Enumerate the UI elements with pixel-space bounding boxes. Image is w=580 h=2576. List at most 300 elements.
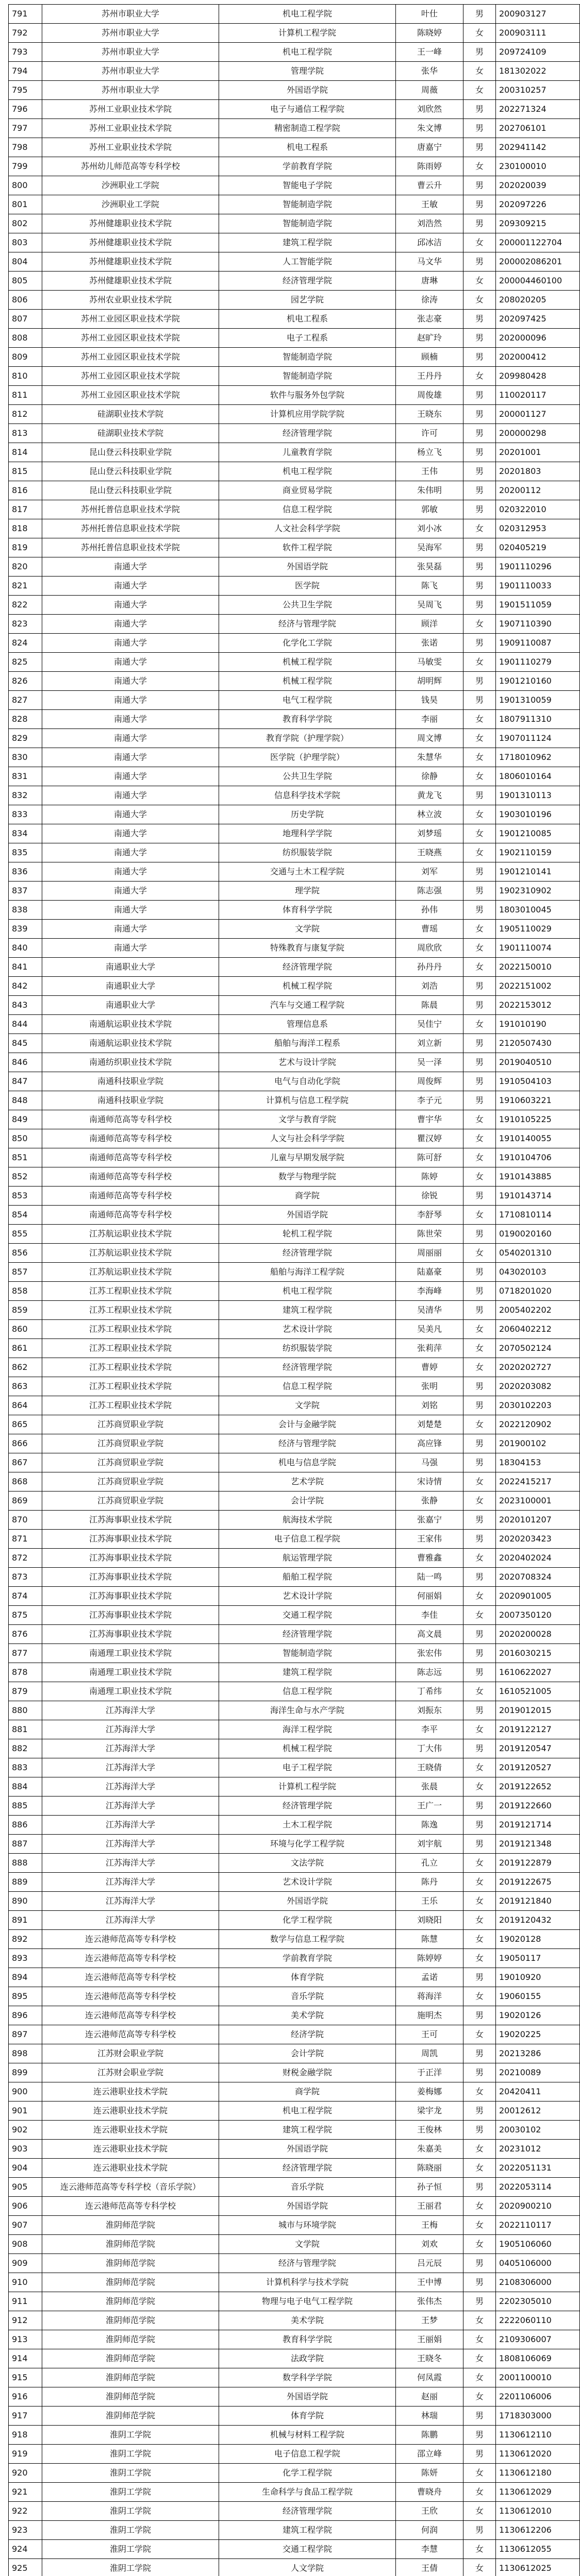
cell-name: 顾楠 bbox=[396, 348, 463, 367]
cell-gender: 男 bbox=[463, 2044, 496, 2063]
cell-name: 曹宇华 bbox=[396, 1110, 463, 1129]
cell-school: 江苏工程职业技术学院 bbox=[42, 1396, 219, 1415]
cell-name: 张诺 bbox=[396, 634, 463, 653]
cell-gender: 男 bbox=[463, 1663, 496, 1682]
cell-school: 苏州工业职业技术学院 bbox=[42, 119, 219, 138]
cell-gender: 男 bbox=[463, 2006, 496, 2025]
cell-no: 845 bbox=[9, 1034, 42, 1053]
cell-major: 文法学院 bbox=[219, 1854, 396, 1873]
cell-number: 200001127 bbox=[496, 405, 580, 424]
cell-name: 高应锋 bbox=[396, 1434, 463, 1453]
table-row bbox=[9, 1930, 580, 1949]
cell-major: 园艺学院 bbox=[219, 291, 396, 310]
cell-gender: 女 bbox=[463, 2216, 496, 2235]
cell-major: 法政学院 bbox=[219, 2349, 396, 2368]
cell-name: 何丽娟 bbox=[396, 1587, 463, 1606]
cell-gender: 男 bbox=[463, 119, 496, 138]
cell-major: 计算机应用学院学院 bbox=[219, 405, 396, 424]
table-row bbox=[9, 1682, 580, 1701]
table-row bbox=[9, 233, 580, 252]
cell-gender: 女 bbox=[463, 2349, 496, 2368]
table-row bbox=[9, 2082, 580, 2102]
table-row bbox=[9, 1530, 580, 1549]
cell-number: 110020117 bbox=[496, 386, 580, 405]
cell-major: 机电工程系 bbox=[219, 138, 396, 157]
cell-no: 847 bbox=[9, 1072, 42, 1091]
table-row bbox=[9, 1263, 580, 1282]
cell-school: 淮阴师范学院 bbox=[42, 2368, 219, 2387]
cell-school: 江苏工程职业技术学院 bbox=[42, 1339, 219, 1358]
table-row bbox=[9, 672, 580, 691]
cell-name: 陈晓丽 bbox=[396, 2159, 463, 2178]
cell-no: 808 bbox=[9, 329, 42, 348]
cell-name: 何润 bbox=[396, 2521, 463, 2540]
cell-name: 王梦 bbox=[396, 2311, 463, 2330]
cell-major: 信息科学技术学院 bbox=[219, 786, 396, 805]
cell-gender: 男 bbox=[463, 1701, 496, 1720]
cell-name: 张嘉宁 bbox=[396, 1511, 463, 1530]
cell-gender: 男 bbox=[463, 1187, 496, 1206]
cell-school: 苏州托普信息职业技术学院 bbox=[42, 519, 219, 538]
cell-gender: 男 bbox=[463, 1511, 496, 1530]
cell-gender: 男 bbox=[463, 1282, 496, 1301]
cell-no: 925 bbox=[9, 2559, 42, 2576]
cell-school: 南通大学 bbox=[42, 805, 219, 824]
cell-name: 刘立新 bbox=[396, 1034, 463, 1053]
cell-number: 2001100010 bbox=[496, 2368, 580, 2387]
cell-no: 842 bbox=[9, 977, 42, 996]
cell-name: 王敏 bbox=[396, 195, 463, 214]
table-row bbox=[9, 1187, 580, 1206]
table-row bbox=[9, 2178, 580, 2197]
cell-school: 淮阴师范学院 bbox=[42, 2387, 219, 2406]
cell-gender: 女 bbox=[463, 1492, 496, 1511]
cell-number: 0718201020 bbox=[496, 1282, 580, 1301]
cell-no: 919 bbox=[9, 2445, 42, 2464]
cell-number: 202000412 bbox=[496, 348, 580, 367]
cell-name: 曹云升 bbox=[396, 176, 463, 195]
cell-major: 计算机工程学院 bbox=[219, 24, 396, 43]
cell-major: 纺织服装学院 bbox=[219, 843, 396, 862]
cell-no: 809 bbox=[9, 348, 42, 367]
cell-major: 艺术设计学院 bbox=[219, 1320, 396, 1339]
cell-no: 824 bbox=[9, 634, 42, 653]
cell-school: 江苏商贸职业学院 bbox=[42, 1453, 219, 1472]
cell-major: 管理信息系 bbox=[219, 1015, 396, 1034]
cell-number: 2022053114 bbox=[496, 2178, 580, 2197]
roster-table-body bbox=[9, 5, 580, 2576]
cell-no: 815 bbox=[9, 462, 42, 481]
cell-gender: 男 bbox=[463, 1816, 496, 1835]
table-row bbox=[9, 1701, 580, 1720]
cell-school: 苏州幼儿师范高等专科学校 bbox=[42, 157, 219, 176]
cell-major: 会计学院 bbox=[219, 2044, 396, 2063]
cell-number: 2005402202 bbox=[496, 1301, 580, 1320]
cell-number: 2030102203 bbox=[496, 1396, 580, 1415]
cell-number: 20213286 bbox=[496, 2044, 580, 2063]
cell-major: 艺术设计学院 bbox=[219, 1873, 396, 1892]
cell-number: 2019120432 bbox=[496, 1911, 580, 1930]
cell-gender: 男 bbox=[463, 1377, 496, 1396]
cell-name: 王俊林 bbox=[396, 2121, 463, 2140]
cell-major: 地理科学学院 bbox=[219, 824, 396, 843]
cell-number: 2022120902 bbox=[496, 1415, 580, 1434]
cell-school: 南通理工职业技术学院 bbox=[42, 1663, 219, 1682]
cell-gender: 男 bbox=[463, 138, 496, 157]
cell-no: 821 bbox=[9, 577, 42, 596]
cell-school: 南通师范高等专科学校 bbox=[42, 1206, 219, 1225]
cell-gender: 女 bbox=[463, 1206, 496, 1225]
cell-number: 181302022 bbox=[496, 62, 580, 81]
cell-no: 879 bbox=[9, 1682, 42, 1701]
table-row bbox=[9, 1625, 580, 1644]
cell-name: 徐涛 bbox=[396, 291, 463, 310]
cell-gender: 女 bbox=[463, 1320, 496, 1339]
cell-school: 苏州工业园区职业技术学院 bbox=[42, 367, 219, 386]
cell-no: 827 bbox=[9, 691, 42, 710]
cell-major: 经济管理学院 bbox=[219, 1244, 396, 1263]
cell-school: 连云港师范高等专科学校（音乐学院） bbox=[42, 2178, 219, 2197]
cell-gender: 女 bbox=[463, 2502, 496, 2521]
cell-number: 1902310902 bbox=[496, 882, 580, 901]
cell-school: 南通航运职业技术学院 bbox=[42, 1015, 219, 1034]
cell-no: 865 bbox=[9, 1415, 42, 1434]
cell-school: 南通大学 bbox=[42, 672, 219, 691]
cell-number: 1130612010 bbox=[496, 2502, 580, 2521]
cell-major: 纺织服装学院 bbox=[219, 1339, 396, 1358]
cell-gender: 男 bbox=[463, 2445, 496, 2464]
cell-major: 数学与物理学院 bbox=[219, 1167, 396, 1187]
cell-major: 文学与教育学院 bbox=[219, 1110, 396, 1129]
cell-school: 南通大学 bbox=[42, 862, 219, 882]
cell-no: 854 bbox=[9, 1206, 42, 1225]
table-row bbox=[9, 405, 580, 424]
cell-major: 外国语学院 bbox=[219, 2197, 396, 2216]
cell-major: 经济管理学院 bbox=[219, 1797, 396, 1816]
table-row bbox=[9, 367, 580, 386]
table-row bbox=[9, 958, 580, 977]
table-row bbox=[9, 767, 580, 786]
cell-name: 王广一 bbox=[396, 1797, 463, 1816]
cell-gender: 男 bbox=[463, 862, 496, 882]
cell-gender: 男 bbox=[463, 1835, 496, 1854]
cell-name: 马敏雯 bbox=[396, 653, 463, 672]
cell-no: 880 bbox=[9, 1701, 42, 1720]
cell-number: 202097425 bbox=[496, 310, 580, 329]
table-row bbox=[9, 939, 580, 958]
cell-number: 1901110296 bbox=[496, 557, 580, 577]
cell-school: 南通大学 bbox=[42, 596, 219, 615]
cell-name: 朱伟明 bbox=[396, 481, 463, 500]
cell-gender: 男 bbox=[463, 195, 496, 214]
cell-number: 2022150010 bbox=[496, 958, 580, 977]
cell-school: 南通大学 bbox=[42, 786, 219, 805]
cell-number: 020322010 bbox=[496, 500, 580, 519]
cell-number: 19050117 bbox=[496, 1949, 580, 1968]
table-row bbox=[9, 1072, 580, 1091]
cell-school: 淮阴师范学院 bbox=[42, 2292, 219, 2311]
table-row bbox=[9, 1110, 580, 1129]
cell-gender: 女 bbox=[463, 2368, 496, 2387]
cell-gender: 男 bbox=[463, 2102, 496, 2121]
cell-name: 吴佳宁 bbox=[396, 1015, 463, 1034]
cell-gender: 男 bbox=[463, 691, 496, 710]
cell-name: 陈慧 bbox=[396, 1930, 463, 1949]
cell-name: 孙伟 bbox=[396, 901, 463, 920]
table-row bbox=[9, 1225, 580, 1244]
cell-school: 江苏财会职业学院 bbox=[42, 2044, 219, 2063]
cell-number: 1901310059 bbox=[496, 691, 580, 710]
cell-school: 江苏海洋大学 bbox=[42, 1835, 219, 1854]
table-row bbox=[9, 557, 580, 577]
cell-no: 887 bbox=[9, 1835, 42, 1854]
cell-name: 王晓燕 bbox=[396, 843, 463, 862]
cell-no: 905 bbox=[9, 2178, 42, 2197]
cell-major: 建筑工程学院 bbox=[219, 1301, 396, 1320]
cell-name: 张伟杰 bbox=[396, 2292, 463, 2311]
table-row bbox=[9, 2197, 580, 2216]
cell-gender: 男 bbox=[463, 386, 496, 405]
cell-no: 817 bbox=[9, 500, 42, 519]
cell-number: 191010190 bbox=[496, 1015, 580, 1034]
cell-number: 1910143885 bbox=[496, 1167, 580, 1187]
cell-gender: 男 bbox=[463, 1453, 496, 1472]
cell-school: 江苏海洋大学 bbox=[42, 1892, 219, 1911]
cell-no: 856 bbox=[9, 1244, 42, 1263]
cell-school: 连云港职业技术学院 bbox=[42, 2082, 219, 2102]
cell-major: 电气工程学院 bbox=[219, 691, 396, 710]
cell-number: 2070502124 bbox=[496, 1339, 580, 1358]
cell-number: 2007350120 bbox=[496, 1606, 580, 1625]
cell-school: 南通大学 bbox=[42, 634, 219, 653]
cell-major: 电子与通信工程学院 bbox=[219, 100, 396, 119]
cell-number: 1910104706 bbox=[496, 1148, 580, 1167]
table-row bbox=[9, 2559, 580, 2576]
cell-name: 李丽 bbox=[396, 710, 463, 729]
cell-no: 853 bbox=[9, 1187, 42, 1206]
cell-name: 李平 bbox=[396, 1720, 463, 1739]
table-row bbox=[9, 634, 580, 653]
cell-name: 马文华 bbox=[396, 252, 463, 272]
cell-name: 王倩 bbox=[396, 2559, 463, 2576]
cell-gender: 女 bbox=[463, 81, 496, 100]
cell-major: 建筑工程学院 bbox=[219, 1663, 396, 1682]
cell-no: 896 bbox=[9, 2006, 42, 2025]
table-row bbox=[9, 462, 580, 481]
cell-gender: 女 bbox=[463, 367, 496, 386]
cell-school: 南通大学 bbox=[42, 824, 219, 843]
cell-school: 江苏商贸职业学院 bbox=[42, 1472, 219, 1492]
cell-major: 化学化工学院 bbox=[219, 634, 396, 653]
table-row bbox=[9, 1282, 580, 1301]
cell-number: 19060155 bbox=[496, 1987, 580, 2006]
cell-name: 陆嘉豪 bbox=[396, 1263, 463, 1282]
cell-major: 外国语学院 bbox=[219, 2387, 396, 2406]
cell-gender: 男 bbox=[463, 1396, 496, 1415]
cell-school: 淮阴工学院 bbox=[42, 2559, 219, 2576]
cell-major: 船舶工程学院 bbox=[219, 1568, 396, 1587]
cell-number: 1910140055 bbox=[496, 1129, 580, 1148]
cell-number: 209724109 bbox=[496, 43, 580, 62]
table-row bbox=[9, 5, 580, 24]
table-row bbox=[9, 1797, 580, 1816]
cell-name: 林立波 bbox=[396, 805, 463, 824]
cell-no: 914 bbox=[9, 2349, 42, 2368]
cell-name: 刘浩 bbox=[396, 977, 463, 996]
cell-school: 沙洲职业工学院 bbox=[42, 195, 219, 214]
cell-school: 江苏海事职业技术学院 bbox=[42, 1530, 219, 1549]
cell-school: 江苏海洋大学 bbox=[42, 1758, 219, 1777]
cell-school: 连云港师范高等专科学校 bbox=[42, 1987, 219, 2006]
cell-school: 苏州托普信息职业技术学院 bbox=[42, 538, 219, 557]
table-row bbox=[9, 348, 580, 367]
table-row bbox=[9, 2406, 580, 2426]
cell-name: 何凤霞 bbox=[396, 2368, 463, 2387]
cell-school: 苏州健雄职业技术学院 bbox=[42, 252, 219, 272]
cell-school: 淮阴工学院 bbox=[42, 2464, 219, 2483]
cell-name: 王丽娟 bbox=[396, 2330, 463, 2349]
table-row bbox=[9, 1949, 580, 1968]
cell-gender: 男 bbox=[463, 1644, 496, 1663]
table-row bbox=[9, 2540, 580, 2559]
cell-school: 苏州工业园区职业技术学院 bbox=[42, 348, 219, 367]
cell-major: 人文与社会科学学院 bbox=[219, 1129, 396, 1148]
cell-no: 829 bbox=[9, 729, 42, 748]
cell-no: 834 bbox=[9, 824, 42, 843]
cell-name: 张昊磊 bbox=[396, 557, 463, 577]
cell-gender: 女 bbox=[463, 843, 496, 862]
cell-name: 刘楚楚 bbox=[396, 1415, 463, 1434]
cell-name: 周丽丽 bbox=[396, 1244, 463, 1263]
table-row bbox=[9, 2235, 580, 2254]
cell-gender: 男 bbox=[463, 424, 496, 443]
cell-name: 刘欣然 bbox=[396, 100, 463, 119]
cell-major: 化学工程学院 bbox=[219, 2464, 396, 2483]
cell-no: 830 bbox=[9, 748, 42, 767]
table-row bbox=[9, 2254, 580, 2273]
table-row bbox=[9, 748, 580, 767]
cell-number: 20030102 bbox=[496, 2121, 580, 2140]
table-row bbox=[9, 1396, 580, 1415]
cell-gender: 男 bbox=[463, 977, 496, 996]
cell-gender: 男 bbox=[463, 1968, 496, 1987]
table-row bbox=[9, 500, 580, 519]
cell-no: 898 bbox=[9, 2044, 42, 2063]
cell-school: 江苏海洋大学 bbox=[42, 1739, 219, 1758]
cell-major: 机电工程学院 bbox=[219, 462, 396, 481]
cell-name: 张宏伟 bbox=[396, 1644, 463, 1663]
cell-gender: 女 bbox=[463, 2483, 496, 2502]
cell-name: 陈晨 bbox=[396, 996, 463, 1015]
cell-school: 南通大学 bbox=[42, 557, 219, 577]
cell-school: 苏州健雄职业技术学院 bbox=[42, 233, 219, 252]
cell-gender: 女 bbox=[463, 2540, 496, 2559]
cell-major: 机电工程学院 bbox=[219, 2102, 396, 2121]
table-row bbox=[9, 24, 580, 43]
cell-gender: 男 bbox=[463, 481, 496, 500]
cell-school: 淮阴工学院 bbox=[42, 2483, 219, 2502]
cell-no: 846 bbox=[9, 1053, 42, 1072]
cell-number: 230100010 bbox=[496, 157, 580, 176]
cell-name: 李子元 bbox=[396, 1091, 463, 1110]
cell-gender: 男 bbox=[463, 2273, 496, 2292]
cell-name: 王一峰 bbox=[396, 43, 463, 62]
cell-number: 020405219 bbox=[496, 538, 580, 557]
cell-no: 861 bbox=[9, 1339, 42, 1358]
cell-major: 生命科学与食品工程学院 bbox=[219, 2483, 396, 2502]
cell-major: 海洋生命与水产学院 bbox=[219, 1701, 396, 1720]
cell-major: 经济与管理学院 bbox=[219, 1434, 396, 1453]
table-row bbox=[9, 824, 580, 843]
table-row bbox=[9, 882, 580, 901]
cell-number: 201900102 bbox=[496, 1434, 580, 1453]
cell-major: 会计学院 bbox=[219, 1492, 396, 1511]
cell-name: 黄龙飞 bbox=[396, 786, 463, 805]
cell-gender: 女 bbox=[463, 1549, 496, 1568]
cell-gender: 男 bbox=[463, 2063, 496, 2082]
cell-gender: 女 bbox=[463, 1148, 496, 1167]
cell-number: 1130612206 bbox=[496, 2521, 580, 2540]
cell-number: 1718303000 bbox=[496, 2406, 580, 2426]
cell-no: 837 bbox=[9, 882, 42, 901]
cell-gender: 男 bbox=[463, 1034, 496, 1053]
cell-name: 刘宇航 bbox=[396, 1835, 463, 1854]
cell-name: 吴海军 bbox=[396, 538, 463, 557]
cell-no: 873 bbox=[9, 1568, 42, 1587]
table-row bbox=[9, 1835, 580, 1854]
cell-number: 1901110279 bbox=[496, 653, 580, 672]
cell-school: 南通师范高等专科学校 bbox=[42, 1148, 219, 1167]
cell-name: 宋诗情 bbox=[396, 1472, 463, 1492]
cell-major: 交通工程学院 bbox=[219, 1606, 396, 1625]
cell-number: 200000298 bbox=[496, 424, 580, 443]
table-row bbox=[9, 62, 580, 81]
cell-number: 1808106069 bbox=[496, 2349, 580, 2368]
cell-major: 人文社会科学学院 bbox=[219, 519, 396, 538]
cell-no: 886 bbox=[9, 1816, 42, 1835]
cell-no: 920 bbox=[9, 2464, 42, 2483]
cell-name: 王伟 bbox=[396, 462, 463, 481]
cell-gender: 男 bbox=[463, 2406, 496, 2426]
table-row bbox=[9, 2044, 580, 2063]
cell-number: 1901210141 bbox=[496, 862, 580, 882]
cell-number: 1905106060 bbox=[496, 2235, 580, 2254]
cell-school: 连云港职业技术学院 bbox=[42, 2121, 219, 2140]
cell-no: 799 bbox=[9, 157, 42, 176]
table-row bbox=[9, 157, 580, 176]
cell-school: 硅湖职业技术学院 bbox=[42, 405, 219, 424]
table-row bbox=[9, 2426, 580, 2445]
cell-no: 917 bbox=[9, 2406, 42, 2426]
cell-name: 刘小冰 bbox=[396, 519, 463, 538]
cell-gender: 女 bbox=[463, 2330, 496, 2349]
cell-major: 化学工程学院 bbox=[219, 1911, 396, 1930]
cell-no: 924 bbox=[9, 2540, 42, 2559]
cell-number: 1130612180 bbox=[496, 2464, 580, 2483]
cell-name: 吴一泽 bbox=[396, 1053, 463, 1072]
cell-major: 智能电子学院 bbox=[219, 176, 396, 195]
cell-name: 周凯 bbox=[396, 2044, 463, 2063]
cell-number: 1909110087 bbox=[496, 634, 580, 653]
table-row bbox=[9, 2349, 580, 2368]
cell-number: 2023100001 bbox=[496, 1492, 580, 1511]
cell-school: 南通大学 bbox=[42, 748, 219, 767]
cell-number: 2022110117 bbox=[496, 2216, 580, 2235]
cell-major: 公共卫生学院 bbox=[219, 767, 396, 786]
cell-name: 王晓东 bbox=[396, 405, 463, 424]
cell-name: 王晓冬 bbox=[396, 2349, 463, 2368]
cell-gender: 女 bbox=[463, 710, 496, 729]
